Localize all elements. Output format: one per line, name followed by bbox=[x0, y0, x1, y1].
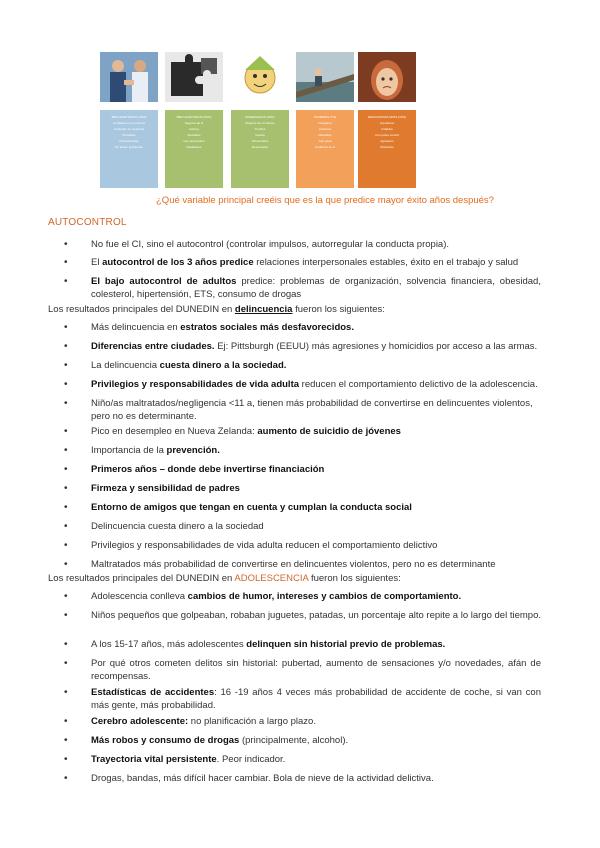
column-line: Seguros de sí bbox=[184, 121, 204, 125]
photo-pier bbox=[296, 52, 354, 102]
column-title: BIEN ADAPTADOS (40%) bbox=[176, 115, 212, 119]
column-line: Reservados bbox=[251, 145, 268, 149]
figure-column-4 bbox=[296, 110, 354, 188]
column-title: BIEN ADAPTADOS (59%) bbox=[111, 115, 147, 119]
section-heading-autocontrol: AUTOCONTROL bbox=[48, 217, 127, 228]
column-title: RESERVADOS (15%) bbox=[245, 115, 275, 119]
figure-column-2 bbox=[165, 110, 223, 188]
figure-temperaments bbox=[100, 52, 418, 188]
photo-cartoon-face bbox=[231, 52, 289, 102]
photo-handshake bbox=[100, 52, 158, 102]
column-line: Con pobre control bbox=[375, 133, 399, 137]
column-line: Resilientes bbox=[186, 145, 202, 149]
column-line: Con autocontrol bbox=[183, 139, 205, 143]
figure-column-1 bbox=[100, 110, 158, 188]
figure-caption: ¿Qué variable principal creéis que es la que predice mayor éxito años después? bbox=[156, 195, 494, 206]
column-line: Controlan su conducta bbox=[113, 127, 145, 131]
column-line: Perseverantes bbox=[119, 139, 139, 143]
column-line: Seguros de sí mismos bbox=[245, 121, 275, 125]
column-line: Introvertidos bbox=[251, 139, 269, 143]
column-line: Agresivos bbox=[380, 139, 394, 143]
column-line: Activos bbox=[189, 127, 199, 131]
column-line: Cautos bbox=[255, 133, 265, 137]
column-line: Con poca bbox=[318, 139, 332, 143]
column-line: confianza en sí bbox=[314, 145, 336, 149]
column-line: Confianza en sí mismos bbox=[112, 121, 145, 125]
column-line: No tienen problemas bbox=[115, 145, 143, 149]
column-title: INHIBIDOS (7%) bbox=[313, 115, 337, 119]
column-title: DESCONTROLADOS (10%) bbox=[367, 115, 407, 119]
column-line: Irritables bbox=[381, 127, 393, 131]
column-line: Tímidos bbox=[254, 127, 266, 131]
column-line: Ansiosos bbox=[318, 127, 332, 131]
column-line: Sociables bbox=[187, 133, 201, 137]
column-line: Impulsivos bbox=[379, 121, 395, 125]
column-line: Retraídos bbox=[318, 133, 332, 137]
figure-column-3 bbox=[231, 110, 289, 188]
paragraph-dunedin-adolescencia: Los resultados principales del DUNEDIN en ADOLESCENCIA fueron los siguientes: bbox=[48, 573, 401, 584]
photo-child bbox=[358, 52, 416, 102]
figure-column-5 bbox=[358, 110, 416, 188]
link-adolescencia[interactable]: ADOLESCENCIA bbox=[234, 573, 309, 584]
link-delincuencia[interactable]: delincuencia bbox=[234, 304, 293, 315]
photo-puzzle bbox=[165, 52, 223, 102]
column-line: Sociables bbox=[122, 133, 136, 137]
column-line: Inseguros bbox=[318, 121, 332, 125]
paragraph-dunedin-delincuencia: Los resultados principales del DUNEDIN en delincuencia fueron los siguientes: bbox=[48, 304, 385, 315]
column-line: Distraídos bbox=[380, 145, 394, 149]
